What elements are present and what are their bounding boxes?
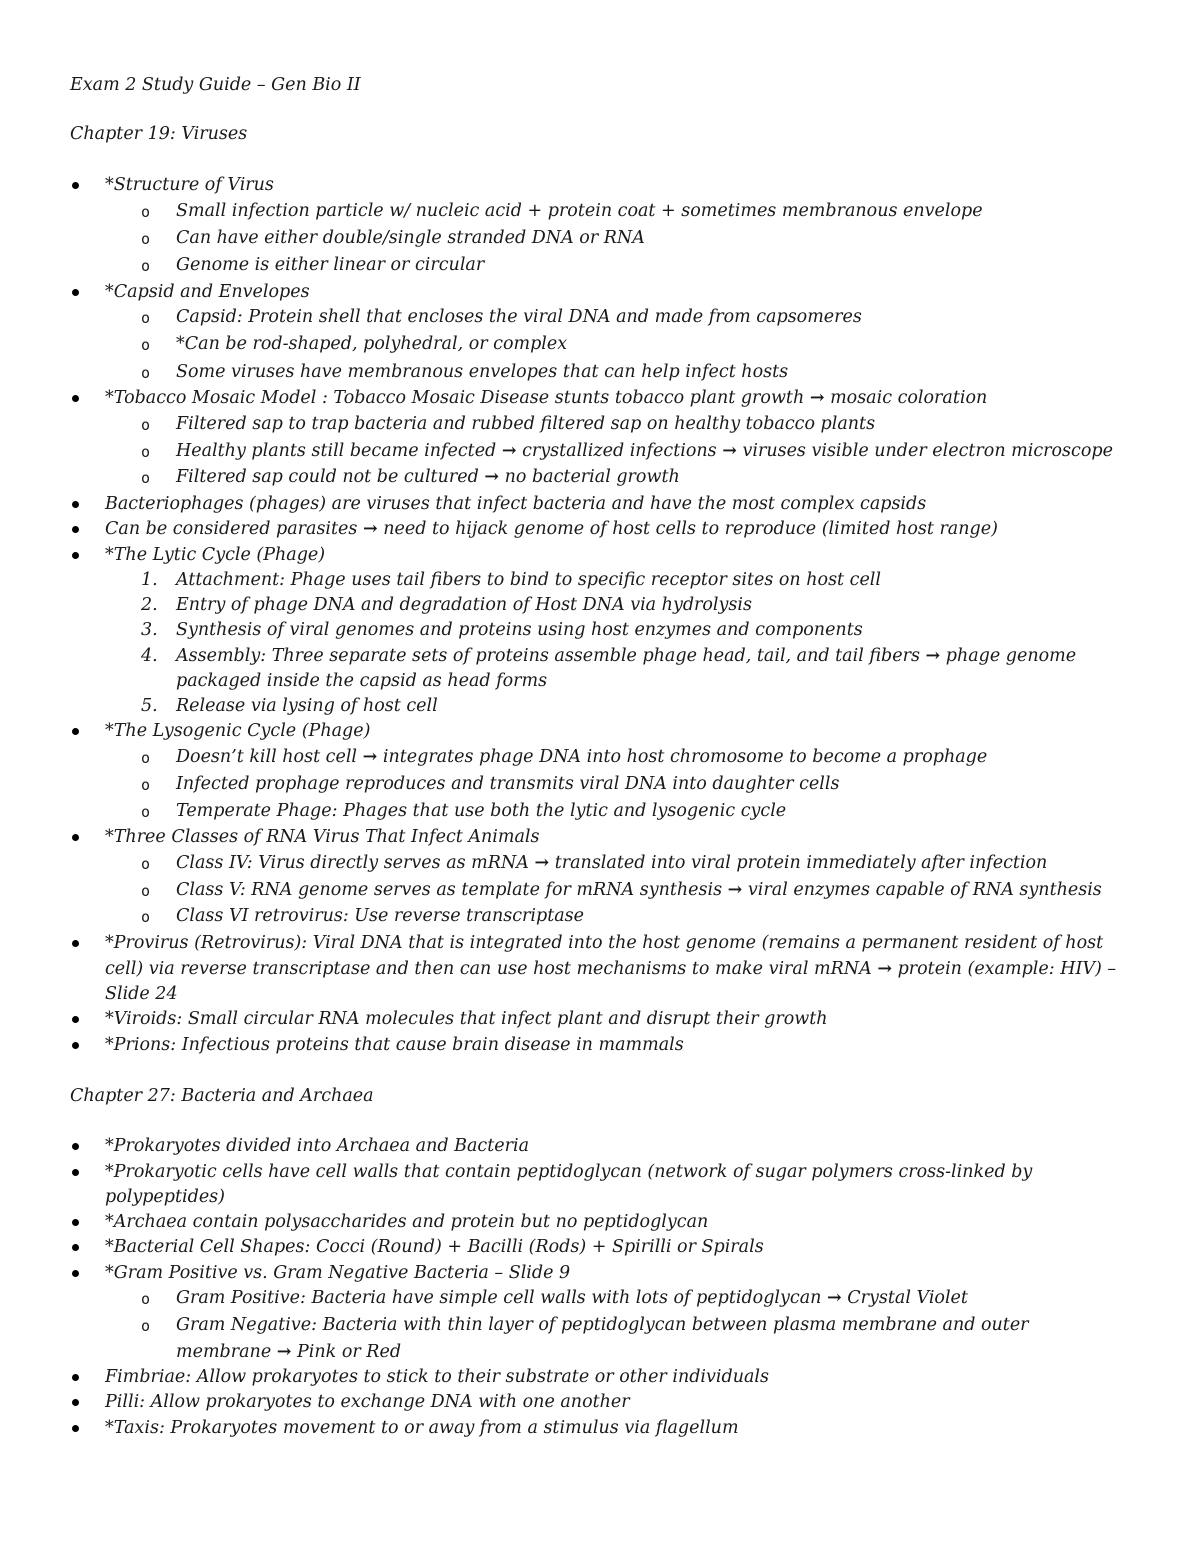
list-item: Fimbriae: Allow prokaryotes to stick to their substrate or other individuals [105,1367,769,1387]
bullet-icon [72,526,79,533]
list-item: Pilli: Allow prokaryotes to exchange DNA with one another [105,1392,630,1412]
text: cell) via reverse transcriptase and then can use host mechanisms to make viral mRNA [105,959,872,979]
arrow-icon: → [362,519,378,539]
numbered-item: Synthesis of viral genomes and proteins using host enzymes and components [176,620,863,640]
list-item: *Taxis: Prokaryotes movement to or away from a stimulus via flagellum [105,1418,739,1438]
sub-list-item: Temperate Phage: Phages that use both the lytic and lysogenic cycle [176,801,787,821]
sub-list-item: Gram Negative: Bacteria with thin layer of peptidoglycan between plasma membrane and outer [176,1315,1029,1335]
bullet-icon [72,1042,79,1049]
bullet-icon [72,940,79,947]
bullet-icon [72,1169,79,1176]
text: viruses visible under electron microscope [742,441,1113,461]
numbered-item: Attachment: Phage uses tail fibers to bind to specific receptor sites on host cell [176,570,881,590]
numbered-item: Entry of phage DNA and degradation of Host DNA via hydrolysis [176,595,752,615]
list-item: *Gram Positive vs. Gram Negative Bacteria – Slide 9 [105,1263,571,1283]
list-item-continued: Slide 24 [105,984,178,1004]
arrow-icon: → [727,880,743,900]
arrow-icon: → [362,747,378,767]
numbered-item [176,645,1076,667]
list-item: *Archaea contain polysaccharides and protein but no peptidoglycan [105,1212,709,1232]
sub-list-item: *Can be rod-shaped, polyhedral, or complex [176,334,568,354]
circle-bullet-icon: o [141,443,151,461]
circle-bullet-icon: o [141,1290,151,1308]
bullet-icon [72,834,79,841]
list-item [105,387,987,409]
text: phage genome [945,646,1077,666]
list-item: *Bacterial Cell Shapes: Cocci (Round) + Bacilli (Rods) + Spirilli or Spirals [105,1237,764,1257]
circle-bullet-icon: o [141,336,151,354]
text: protein (example: HIV) – [897,959,1117,979]
bullet-icon [72,501,79,508]
text: membrane [176,1342,272,1362]
chapter-19-heading: Chapter 19: Viruses [70,124,248,144]
list-number: 5. [141,696,158,716]
text: need to hijack genome of host cells to reproduce (limited host range) [383,519,998,539]
numbered-item-continued: packaged inside the capsid as head forms [176,671,548,691]
bullet-icon [72,552,79,559]
bullet-icon [72,182,79,189]
text: Filtered sap could not be cultured [176,467,479,487]
arrow-icon: → [925,646,941,666]
sub-list-item: Can have either double/single stranded DNA or RNA [176,228,645,248]
list-item-continued [105,958,1116,980]
arrow-icon: → [534,853,550,873]
circle-bullet-icon: o [141,749,151,767]
bullet-icon [72,289,79,296]
circle-bullet-icon: o [141,203,151,221]
text: Gram Positive: Bacteria have simple cell walls with lots of peptidoglycan [176,1288,822,1308]
circle-bullet-icon: o [141,803,151,821]
text: Doesn’t kill host cell [176,747,358,767]
sub-list-item: Some viruses have membranous envelopes that can help infect hosts [176,362,789,382]
bullet-icon [72,1143,79,1150]
sub-list-item: Capsid: Protein shell that encloses the viral DNA and made from capsomeres [176,307,862,327]
list-item: *The Lysogenic Cycle (Phage) [105,721,371,741]
circle-bullet-icon: o [141,882,151,900]
list-number: 3. [141,620,158,640]
text: *Tobacco Mosaic Model : Tobacco Mosaic Disease stunts tobacco plant growth [105,388,805,408]
arrow-icon: → [722,441,737,461]
bullet-icon [72,1219,79,1226]
sub-list-item: Class VI retrovirus: Use reverse transcriptase [176,906,585,926]
bullet-icon [72,1399,79,1406]
document-title: Exam 2 Study Guide – Gen Bio II [70,75,361,95]
sub-list-item-continued [176,1341,401,1363]
arrow-icon: → [276,1342,292,1362]
circle-bullet-icon: o [141,469,151,487]
list-item: *Provirus (Retrovirus): Viral DNA that is integrated into the host genome (remains a permanent resident of host [105,933,1104,953]
arrow-icon: → [877,959,892,979]
sub-list-item: Infected prophage reproduces and transmits viral DNA into daughter cells [176,774,840,794]
sub-list-item: Genome is either linear or circular [176,255,485,275]
list-item: Bacteriophages (phages) are viruses that infect bacteria and have the most complex capsids [105,494,927,514]
list-number: 2. [141,595,158,615]
list-number: 4. [141,646,158,666]
bullet-icon [72,1270,79,1277]
list-item: *Prokaryotic cells have cell walls that contain peptidoglycan (network of sugar polymers cross-linked by [105,1162,1033,1182]
sub-list-item [176,879,1102,901]
list-item: *The Lytic Cycle (Phage) [105,545,326,565]
text: integrates phage DNA into host chromosome to become a prophage [382,747,988,767]
numbered-item: Release via lysing of host cell [176,696,438,716]
arrow-icon: → [484,467,500,487]
text: Class V: RNA genome serves as template for mRNA synthesis [176,880,723,900]
bullet-icon [72,395,79,402]
sub-list-item [176,746,987,768]
arrow-icon: → [826,1288,842,1308]
circle-bullet-icon: o [141,257,151,275]
bullet-icon [72,728,79,735]
list-item-continued: polypeptides) [105,1187,225,1207]
list-item: *Capsid and Envelopes [105,282,310,302]
text: translated into viral protein immediately after infection [554,853,1048,873]
text: Healthy plants still became infected [176,441,497,461]
text: crystallized infections [522,441,717,461]
circle-bullet-icon: o [141,776,151,794]
bullet-icon [72,1425,79,1432]
bullet-icon [72,1374,79,1381]
list-item: *Viroids: Small circular RNA molecules that infect plant and disrupt their growth [105,1009,828,1029]
list-item [105,518,998,540]
text: Pink or Red [297,1342,402,1362]
arrow-icon: → [809,388,825,408]
list-item: *Three Classes of RNA Virus That Infect Animals [105,827,540,847]
text: viral enzymes capable of RNA synthesis [747,880,1102,900]
list-item: *Structure of Virus [105,175,274,195]
text: Can be considered parasites [105,519,358,539]
sub-list-item [176,440,1113,462]
circle-bullet-icon: o [141,364,151,382]
bullet-icon [72,1016,79,1023]
sub-list-item [176,852,1047,874]
list-item: *Prions: Infectious proteins that cause brain disease in mammals [105,1035,684,1055]
circle-bullet-icon: o [141,908,151,926]
chapter-27-heading: Chapter 27: Bacteria and Archaea [70,1086,374,1106]
text: no bacterial growth [504,467,680,487]
circle-bullet-icon: o [141,1317,151,1335]
text: Crystal Violet [847,1288,968,1308]
sub-list-item: Filtered sap to trap bacteria and rubbed filtered sap on healthy tobacco plants [176,414,876,434]
sub-list-item: Small infection particle w/ nucleic acid + protein coat + sometimes membranous envelope [176,201,983,221]
bullet-icon [72,1244,79,1251]
circle-bullet-icon: o [141,416,151,434]
text: Class IV: Virus directly serves as mRNA [176,853,529,873]
text: mosaic coloration [830,388,988,408]
text: Assembly: Three separate sets of proteins assemble phage head, tail, and tail fibers [176,646,920,666]
sub-list-item [176,466,680,488]
list-item: *Prokaryotes divided into Archaea and Bacteria [105,1136,529,1156]
sub-list-item [176,1287,968,1309]
circle-bullet-icon: o [141,309,151,327]
list-number: 1. [141,570,158,590]
circle-bullet-icon: o [141,855,151,873]
arrow-icon: → [501,441,517,461]
circle-bullet-icon: o [141,230,151,248]
